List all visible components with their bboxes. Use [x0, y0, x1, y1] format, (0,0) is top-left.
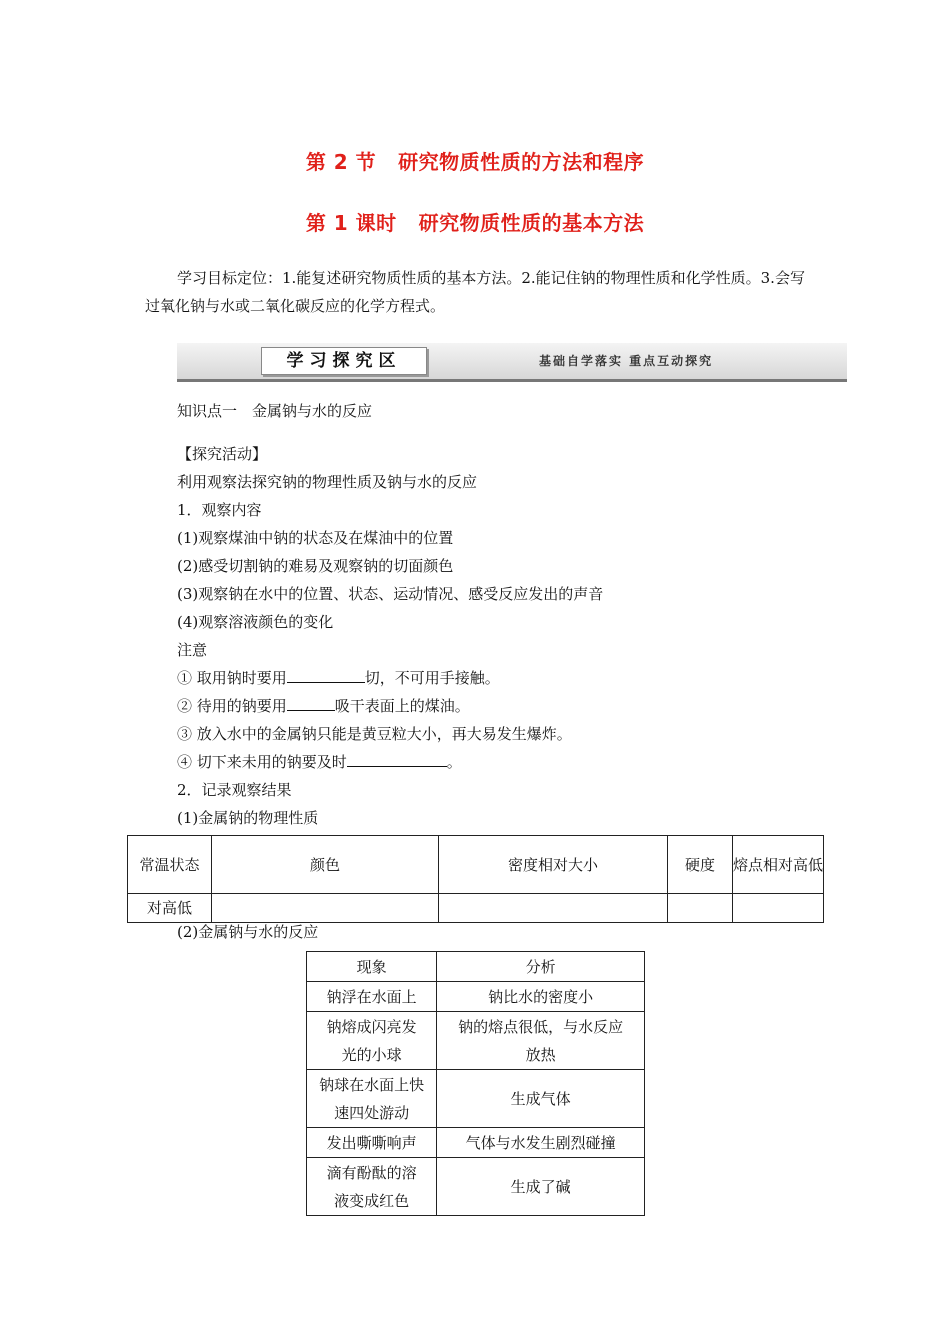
- observation-item: (3)观察钠在水中的位置、状态、运动情况、感受反应发出的声音: [177, 585, 604, 603]
- banner-label: 学习探究区: [261, 347, 427, 375]
- physical-properties-table: [127, 835, 824, 923]
- analysis-cell: 生成气体: [437, 1070, 645, 1128]
- section-name: 研究物质性质的方法和程序: [398, 150, 645, 174]
- observation-item: (2)感受切割钠的难易及观察钠的切面颜色: [177, 557, 454, 575]
- note-text: ④ 切下来未用的钠要及时: [177, 753, 347, 771]
- lesson-title: [0, 207, 950, 236]
- note-text: 。: [446, 753, 462, 771]
- activity-intro: 利用观察法探究钠的物理性质及钠与水的反应: [177, 473, 478, 491]
- header-cell: 密度相对大小: [439, 836, 668, 894]
- note-item: [177, 692, 857, 720]
- analysis-cell: 钠的熔点很低，与水反应放热: [437, 1012, 645, 1070]
- note-item: [177, 748, 857, 776]
- note-text: 切，不可用手接触。: [364, 669, 500, 687]
- header-cell: 熔点相对高低: [733, 836, 824, 894]
- row-label: 对高低: [128, 894, 212, 923]
- table-row: [307, 1012, 645, 1070]
- table-row: [307, 1128, 645, 1158]
- phenomenon-cell: 滴有酚酞的溶液变成红色: [307, 1158, 437, 1216]
- fill-blank[interactable]: [347, 750, 447, 767]
- lesson-name: 研究物质性质的基本方法: [418, 211, 645, 235]
- reaction-heading: (2)金属钠与水的反应: [177, 923, 319, 941]
- observation-item: (1)观察煤油中钠的状态及在煤油中的位置: [177, 529, 454, 547]
- table-header-row: [128, 836, 824, 894]
- analysis-cell: 生成了碱: [437, 1158, 645, 1216]
- phenomenon-cell: 钠熔成闪亮发光的小球: [307, 1012, 437, 1070]
- analysis-cell: 气体与水发生剧烈碰撞: [437, 1128, 645, 1158]
- activity-heading: 【探究活动】: [177, 445, 268, 463]
- learning-objectives: 学习目标定位：1.能复述研究物质性质的基本方法。2.能记住钠的物理性质和化学性质。3.会写过氧化钠与水或二氧化碳反应的化学方程式。: [145, 269, 805, 315]
- header-cell: 颜色: [212, 836, 439, 894]
- section-banner: [177, 343, 847, 382]
- physical-properties-heading: (1)金属钠的物理性质: [177, 809, 319, 827]
- banner-subtitle: 基础自学落实 重点互动探究: [539, 354, 714, 368]
- phenomenon-cell: 发出嘶嘶响声: [307, 1128, 437, 1158]
- note-text: ② 待用的钠要用: [177, 697, 287, 715]
- note-text: 吸干表面上的煤油。: [334, 697, 470, 715]
- phenomenon-cell: 钠浮在水面上: [307, 982, 437, 1012]
- header-cell: 分析: [437, 952, 645, 982]
- table-row: [307, 1158, 645, 1216]
- observation-heading: 1．观察内容: [177, 501, 262, 519]
- note-item: ③ 放入水中的金属钠只能是黄豆粒大小，再大易发生爆炸。: [177, 725, 572, 743]
- header-cell: 常温状态: [128, 836, 212, 894]
- phenomenon-cell: 钠球在水面上快速四处游动: [307, 1070, 437, 1128]
- note-item: [177, 664, 857, 692]
- table-header-row: [307, 952, 645, 982]
- fill-blank[interactable]: [287, 666, 365, 683]
- knowledge-point-heading: 知识点一 金属钠与水的反应: [177, 402, 373, 420]
- table-row: [307, 982, 645, 1012]
- header-cell: 硬度: [668, 836, 733, 894]
- section-title: [0, 146, 950, 175]
- reaction-table: [306, 951, 645, 1216]
- analysis-cell: 钠比水的密度小: [437, 982, 645, 1012]
- fill-blank[interactable]: [287, 694, 335, 711]
- table-row: [307, 1070, 645, 1128]
- observation-item: (4)观察溶液颜色的变化: [177, 613, 334, 631]
- header-cell: 现象: [307, 952, 437, 982]
- note-label: 注意: [177, 641, 208, 659]
- record-heading: 2．记录观察结果: [177, 781, 292, 799]
- lesson-number: 第 1 课时: [305, 211, 397, 235]
- section-number: 第 2 节: [305, 150, 377, 174]
- note-text: ① 取用钠时要用: [177, 669, 287, 687]
